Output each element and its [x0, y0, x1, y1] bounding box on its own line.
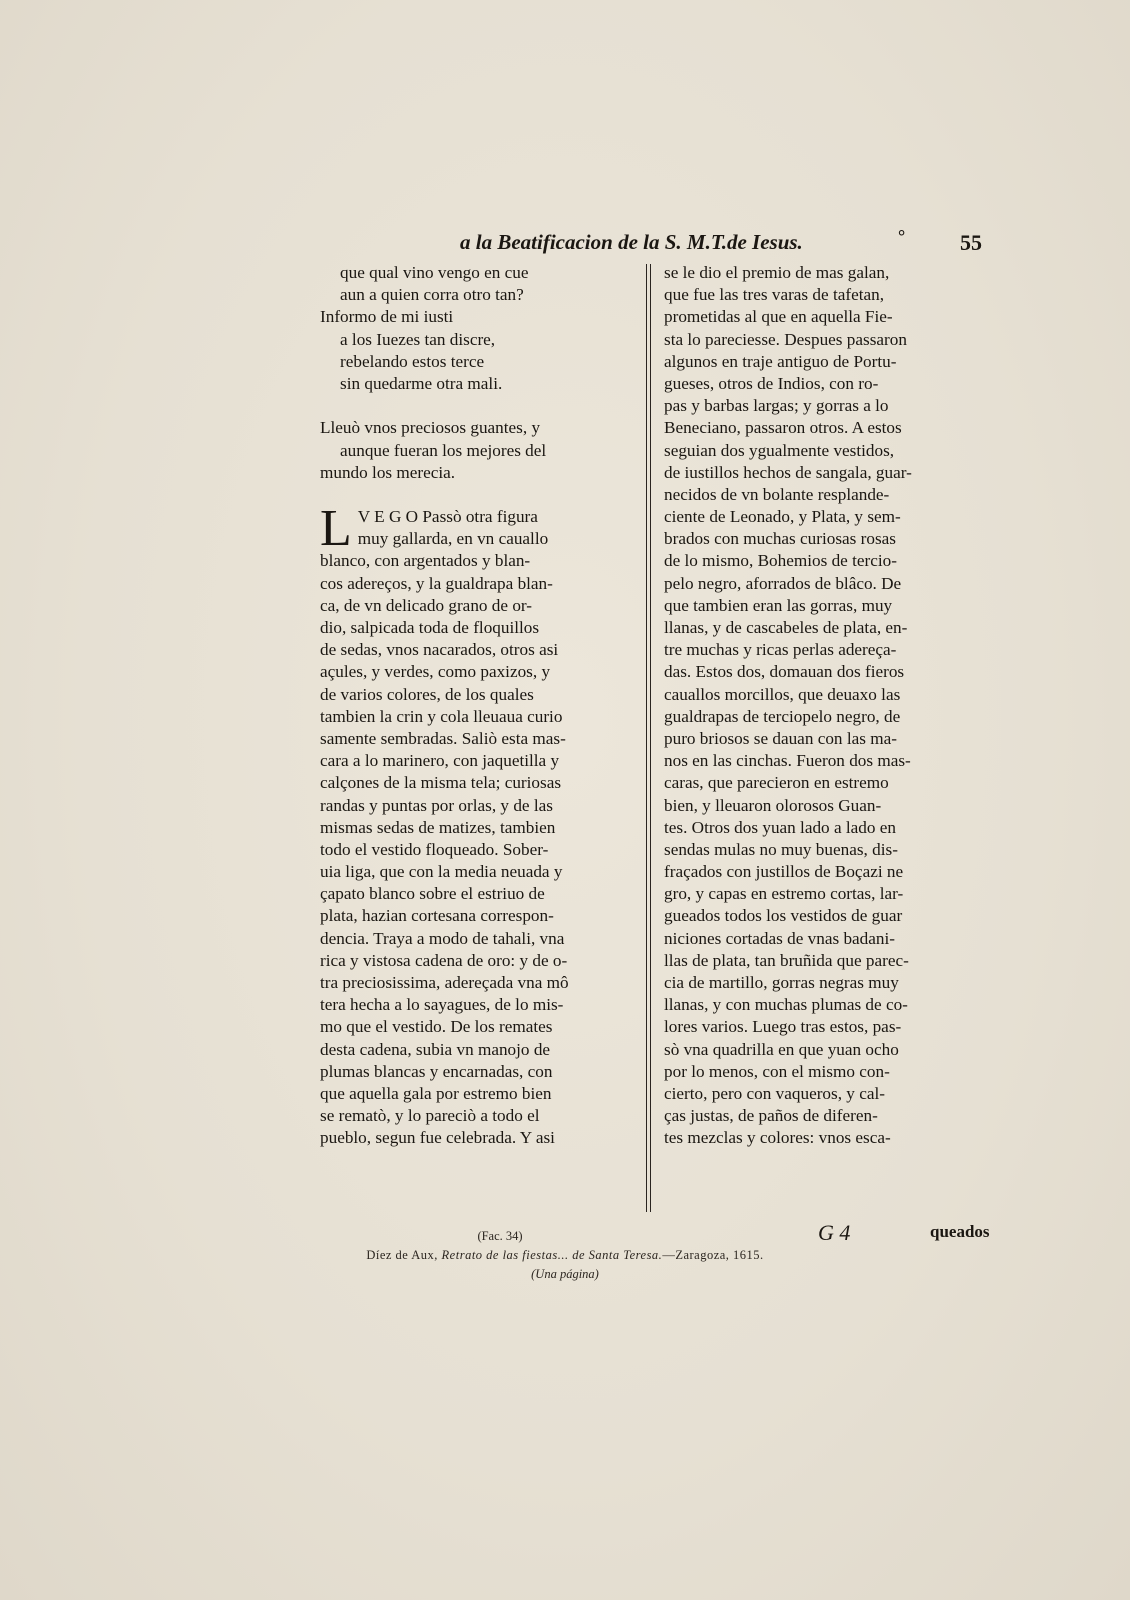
citation [0, 1248, 1130, 1263]
text-line: seguian dos ygualmente vestidos, [664, 440, 895, 460]
text-line: sta lo pareciesse. Despues passaron [664, 329, 907, 349]
text-line: cierto, pero con vaqueros, y cal- [664, 1083, 885, 1103]
text-line: cos adereços, y la gualdrapa blan- [320, 573, 553, 593]
column-rule-right [650, 264, 651, 1212]
text-line: niciones cortadas de vnas badani- [664, 928, 895, 948]
citation-author: Díez de Aux, [366, 1248, 438, 1262]
text-line: tambien la crin y cola lleuaua curio [320, 706, 563, 726]
text-line: Beneciano, passaron otros. A estos [664, 418, 902, 438]
text-line: tera hecha a lo sayagues, de lo mis- [320, 995, 564, 1015]
text-line: que qual vino vengo en cue [340, 263, 529, 282]
text-line: aun a quien corra otro tan? [340, 285, 524, 305]
facsimile-number: (Fac. 34) [477, 1229, 523, 1243]
text-line [320, 484, 642, 506]
text-line: gualdrapas de terciopelo negro, de [664, 706, 901, 726]
text-line: de varios colores, de los quales [320, 684, 534, 704]
text-line: calçones de la misma tela; curiosas [320, 773, 562, 793]
text-line: puro briosos se dauan con las ma- [664, 728, 897, 748]
page-note: (Una página) [531, 1267, 599, 1281]
text-line: cara a lo marinero, con jaquetilla y [320, 751, 560, 771]
text-line: ças justas, de paños de diferen- [664, 1106, 878, 1126]
column-rule-left [646, 264, 647, 1212]
text-line: lores varios. Luego tras estos, pas- [664, 1017, 902, 1037]
text-line: das. Estos dos, domauan dos fieros [664, 662, 905, 682]
text-line: plata, hazian cortesana correspon- [320, 906, 554, 926]
text-line: samente sembradas. Saliò esta mas- [320, 728, 566, 748]
text-line: llas de plata, tan bruñida que parec- [664, 950, 909, 970]
text-line: V E G O Passò otra figura [357, 507, 538, 527]
text-line: mismas sedas de matizes, tambien [320, 817, 556, 837]
text-line: muy gallarda, en vn cauallo [357, 529, 549, 549]
text-line: brados con muchas curiosas rosas [664, 529, 896, 549]
running-title: a la Beatificacion de la S. M.T.de Iesus. [460, 230, 803, 254]
running-head [440, 226, 1000, 260]
text-line: pas y barbas largas; y gorras a lo [664, 396, 889, 416]
text-line: bien, y lleuaron olorosos Guan- [664, 795, 882, 815]
gathering-signature: G 4 [818, 1220, 851, 1245]
text-line: Lleuò vnos preciosos guantes, y [320, 418, 541, 438]
text-line: de sedas, vnos nacarados, otros asi [320, 640, 559, 660]
text-line: aunque fueran los mejores del [340, 440, 547, 460]
text-line: tre muchas y ricas perlas adereça- [664, 640, 897, 660]
text-line: tes mezclas y colores: vnos esca- [664, 1128, 891, 1148]
text-line: de iustillos hechos de sangala, guar- [664, 462, 912, 482]
text-line: sò vna quadrilla en que yuan ocho [664, 1039, 899, 1059]
text-line: sendas mulas no muy buenas, dis- [664, 839, 898, 859]
text-line [320, 395, 642, 417]
text-line: todo el vestido floqueado. Sober- [320, 839, 549, 859]
text-line: prometidas al que en aquella Fie- [664, 307, 893, 327]
text-line: tes. Otros dos yuan lado a lado en [664, 817, 896, 837]
text-line: randas y puntas por orlas, y de las [320, 795, 553, 815]
text-line: llanas, y con muchas plumas de co- [664, 995, 908, 1015]
signature-mark: ° [898, 226, 906, 246]
text-line: uia liga, que con la media neuada y [320, 862, 563, 882]
text-line: açules, y verdes, como paxizos, y [320, 662, 551, 682]
left-text-column [320, 262, 642, 1150]
text-line: necidos de vn bolante resplande- [664, 484, 890, 504]
text-line: gro, y capas en estremo cortas, lar- [664, 884, 904, 904]
text-line: gueados todos los vestidos de guar [664, 906, 903, 926]
citation-work: Retrato de las fiestas... de Santa Teresa. [441, 1248, 663, 1262]
catchword: queados [930, 1222, 990, 1241]
text-line: desta cadena, subia vn manojo de [320, 1039, 551, 1059]
text-line: se le dio el premio de mas galan, [664, 263, 890, 282]
text-line: cauallos morcillos, que deuaxo las [664, 684, 901, 704]
text-line: pelo negro, aforrados de blâco. De [664, 573, 902, 593]
text-line: ciente de Leonado, y Plata, y sem- [664, 507, 901, 527]
text-line: nos en las cinchas. Fueron dos mas- [664, 751, 911, 771]
text-line: que fue las tres varas de tafetan, [664, 285, 884, 305]
text-line: se rematò, y lo pareciò a todo el [320, 1106, 540, 1126]
text-line: plumas blancas y encarnadas, con [320, 1061, 553, 1081]
text-line: algunos en traje antiguo de Portu- [664, 351, 897, 371]
text-line: caras, que parecieron en estremo [664, 773, 889, 793]
text-line: que aquella gala por estremo bien [320, 1083, 552, 1103]
text-line: dio, salpicada toda de floquillos [320, 618, 540, 637]
text-line: llanas, y de cascabeles de plata, en- [664, 618, 908, 637]
page-number: 55 [960, 230, 982, 255]
text-line: fraçados con justillos de Boçazi ne [664, 862, 904, 882]
text-line: mundo los merecia. [320, 462, 456, 482]
text-line: que tambien eran las gorras, muy [664, 595, 893, 615]
text-line: a los Iuezes tan discre, [340, 329, 496, 349]
text-line: rebelando estos terce [340, 351, 485, 371]
text-line: rica y vistosa cadena de oro: y de o- [320, 950, 568, 970]
text-line: ca, de vn delicado grano de or- [320, 595, 533, 615]
text-line: dencia. Traya a modo de tahali, vna [320, 928, 565, 948]
text-line: blanco, con argentados y blan- [320, 551, 531, 571]
text-line: Informo de mi iusti [320, 307, 454, 327]
text-line: pueblo, segun fue celebrada. Y asi [320, 1128, 555, 1148]
drop-capital: L [320, 500, 352, 558]
text-line: çapato blanco sobre el estriuo de [320, 884, 545, 904]
text-line: cia de martillo, gorras negras muy [664, 973, 899, 992]
citation-place-date: —Zaragoza, 1615. [662, 1248, 764, 1262]
text-line: tra preciosissima, adereçada vna mô [320, 973, 569, 992]
text-line: gueses, otros de Indios, con ro- [664, 373, 879, 393]
text-line: de lo mismo, Bohemios de tercio- [664, 551, 897, 571]
text-line: mo que el vestido. De los remates [320, 1017, 553, 1037]
right-text-column [664, 262, 994, 1150]
text-line: sin quedarme otra mali. [340, 373, 503, 393]
text-line: por lo menos, con el mismo con- [664, 1061, 890, 1081]
